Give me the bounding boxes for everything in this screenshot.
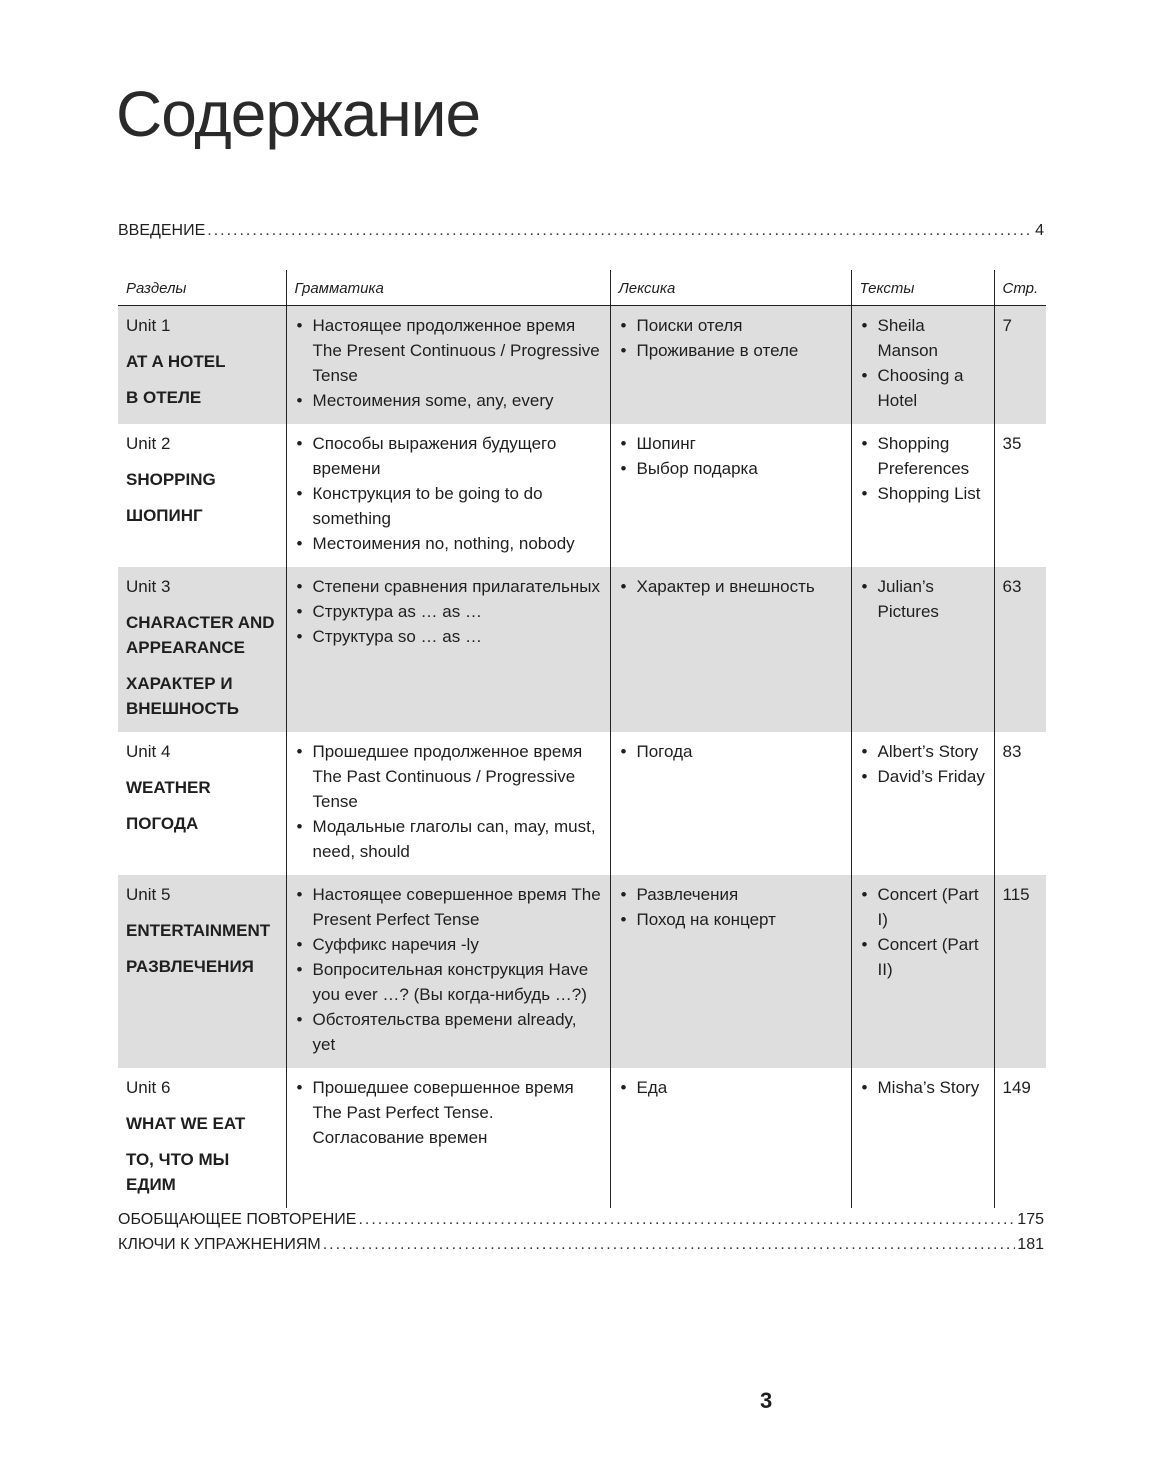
contents-table: [118, 270, 1046, 1208]
page-cell[interactable]: 7: [994, 306, 1046, 425]
column-header: Стр.: [994, 270, 1046, 306]
toc-entry-page: 4: [1035, 222, 1044, 239]
unit-title-ru: ТО, ЧТО МЫ ЕДИМ: [126, 1150, 230, 1194]
list-item: • Concert (Part II): [860, 932, 986, 982]
column-header: Лексика: [610, 270, 851, 306]
unit-cell: [118, 1068, 286, 1208]
list-item: • Misha’s Story: [860, 1075, 986, 1100]
table-row: [118, 567, 1046, 732]
unit-title-ru: ШОПИНГ: [126, 506, 203, 525]
list-item: • Характер и внешность: [619, 574, 843, 599]
list-item: • Местоимения some, any, every: [295, 388, 602, 413]
unit-title-en: AT A HOTEL: [126, 352, 226, 371]
list-item: • Поход на концерт: [619, 907, 843, 932]
list-item: • Способы выражения будущего времени: [295, 431, 602, 481]
list-item: • Shopping Preferences: [860, 431, 986, 481]
lexis-cell: [610, 424, 851, 567]
list-item: • Concert (Part I): [860, 882, 986, 932]
list-item: • Настоящее продолженное время The Present Continuous / Progressive Tense: [295, 313, 602, 388]
list-item: • Shopping List: [860, 481, 986, 506]
list-item: • Sheila Manson: [860, 313, 986, 363]
unit-label: Unit 2: [126, 434, 171, 453]
unit-label: Unit 1: [126, 316, 171, 335]
page-cell[interactable]: 115: [994, 875, 1046, 1068]
table-row: [118, 875, 1046, 1068]
list-item: • Julian’s Pictures: [860, 574, 986, 624]
unit-title-en: WEATHER: [126, 778, 211, 797]
grammar-cell: [286, 306, 610, 425]
list-item: • Развлечения: [619, 882, 843, 907]
list-item: • Поиски отеля: [619, 313, 843, 338]
texts-cell: [851, 567, 994, 732]
list-item: • Проживание в отеле: [619, 338, 843, 363]
unit-title-ru: РАЗВЛЕЧЕНИЯ: [126, 957, 254, 976]
grammar-cell: [286, 875, 610, 1068]
page-cell[interactable]: 149: [994, 1068, 1046, 1208]
table-row: [118, 1068, 1046, 1208]
toc-entry-review[interactable]: [118, 1207, 1044, 1232]
unit-title-ru: В ОТЕЛЕ: [126, 388, 202, 407]
lexis-cell: [610, 567, 851, 732]
unit-title-en: ENTERTAINMENT: [126, 921, 271, 940]
page-number: 3: [760, 1388, 773, 1413]
list-item: • David’s Friday: [860, 764, 986, 789]
page-title: Содержание: [116, 78, 481, 150]
list-item: • Модальные глаголы can, may, must, need, should: [295, 814, 602, 864]
dot-leader: [358, 1207, 1015, 1232]
unit-cell: [118, 732, 286, 875]
list-item: • Структура so … as …: [295, 624, 602, 649]
unit-label: Unit 4: [126, 742, 171, 761]
unit-label: Unit 6: [126, 1078, 171, 1097]
list-item: • Вопросительная конструкция Have you ever …? (Вы когда-нибудь …?): [295, 957, 602, 1007]
toc-entry-intro[interactable]: [118, 218, 1044, 243]
toc-entry-label: ВВЕДЕНИЕ: [118, 222, 206, 239]
toc-entry-keys[interactable]: [118, 1232, 1044, 1257]
list-item: • Настоящее совершенное время The Present Perfect Tense: [295, 882, 602, 932]
table-header-row: [118, 270, 1046, 306]
dot-leader: [323, 1232, 1016, 1257]
list-item: • Конструкция to be going to do something: [295, 481, 602, 531]
list-item: • Структура as … as …: [295, 599, 602, 624]
lexis-cell: [610, 1068, 851, 1208]
list-item: • Погода: [619, 739, 843, 764]
texts-cell: [851, 1068, 994, 1208]
unit-cell: [118, 424, 286, 567]
table-row: [118, 732, 1046, 875]
toc-entry-page: 181: [1017, 1236, 1044, 1253]
unit-cell: [118, 306, 286, 425]
unit-cell: [118, 875, 286, 1068]
list-item: • Еда: [619, 1075, 843, 1100]
texts-cell: [851, 424, 994, 567]
table-row: [118, 306, 1046, 425]
unit-cell: [118, 567, 286, 732]
unit-label: Unit 3: [126, 577, 171, 596]
unit-title-en: SHOPPING: [126, 470, 216, 489]
list-item: • Прошедшее продолженное время The Past Continuous / Progressive Tense: [295, 739, 602, 814]
dot-leader: [207, 218, 1033, 243]
list-item: • Обстоятельства времени already, yet: [295, 1007, 602, 1057]
unit-label: Unit 5: [126, 885, 171, 904]
list-item: • Выбор подарка: [619, 456, 843, 481]
lexis-cell: [610, 306, 851, 425]
column-header: Тексты: [851, 270, 994, 306]
list-item: • Прошедшее совершенное время The Past Perfect Tense. Согласование времен: [295, 1075, 602, 1150]
column-header: Разделы: [118, 270, 286, 306]
texts-cell: [851, 306, 994, 425]
grammar-cell: [286, 567, 610, 732]
list-item: • Степени сравнения прилагательных: [295, 574, 602, 599]
list-item: • Choosing a Hotel: [860, 363, 986, 413]
list-item: • Шопинг: [619, 431, 843, 456]
unit-title-en: WHAT WE EAT: [126, 1114, 246, 1133]
texts-cell: [851, 732, 994, 875]
lexis-cell: [610, 732, 851, 875]
unit-title-ru: ХАРАКТЕР И ВНЕШНОСТЬ: [126, 674, 239, 718]
unit-title-en: CHARACTER AND APPEARANCE: [126, 613, 275, 657]
grammar-cell: [286, 424, 610, 567]
table-row: [118, 424, 1046, 567]
page-cell[interactable]: 63: [994, 567, 1046, 732]
list-item: • Суффикс наречия -ly: [295, 932, 602, 957]
toc-entry-label: КЛЮЧИ К УПРАЖНЕНИЯМ: [118, 1236, 321, 1253]
list-item: • Местоимения no, nothing, nobody: [295, 531, 602, 556]
list-item: • Albert’s Story: [860, 739, 986, 764]
unit-title-ru: ПОГОДА: [126, 814, 199, 833]
grammar-cell: [286, 732, 610, 875]
texts-cell: [851, 875, 994, 1068]
grammar-cell: [286, 1068, 610, 1208]
page-cell[interactable]: 35: [994, 424, 1046, 567]
toc-entry-page: 175: [1017, 1211, 1044, 1228]
lexis-cell: [610, 875, 851, 1068]
toc-entry-label: ОБОБЩАЮЩЕЕ ПОВТОРЕНИЕ: [118, 1211, 357, 1228]
page-cell[interactable]: 83: [994, 732, 1046, 875]
column-header: Грамматика: [286, 270, 610, 306]
